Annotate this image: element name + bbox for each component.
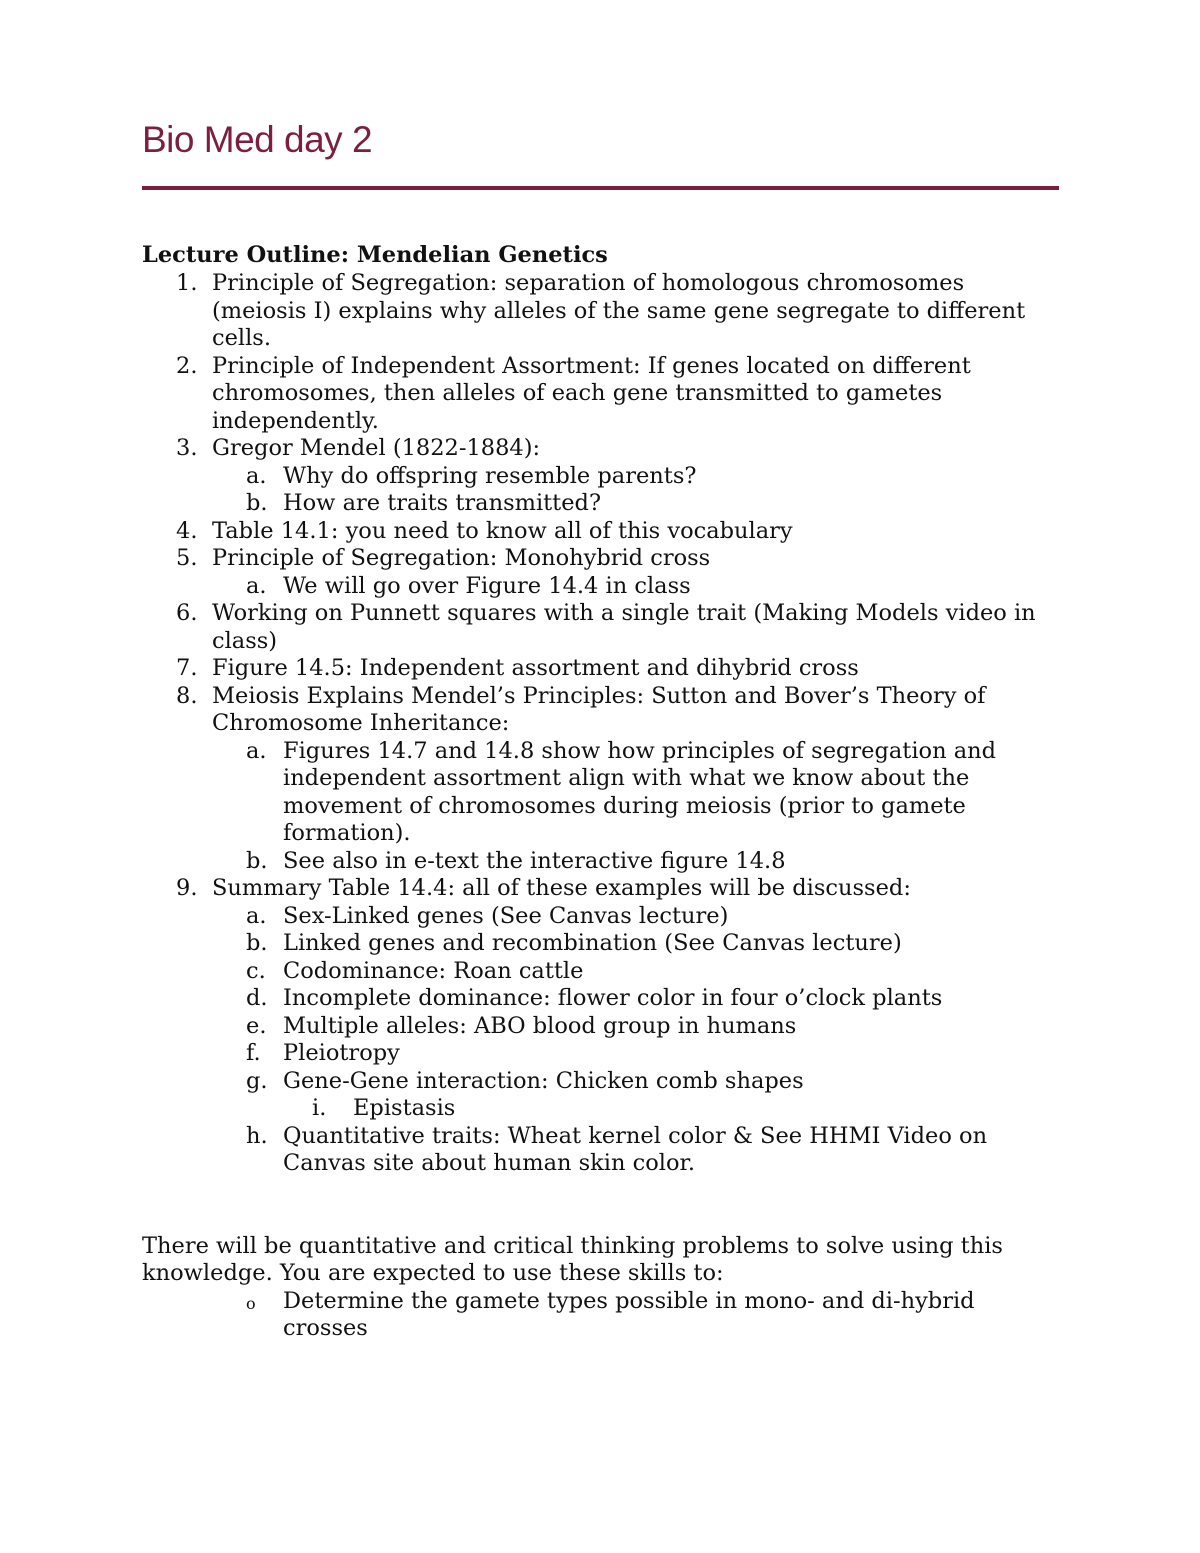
outline-item-level-1 [142,683,1062,738]
outline-item-level-2 [142,903,1062,931]
outline-item-level-1 [142,655,1062,683]
outline-item-level-2 [142,958,1062,986]
outline-heading: Lecture Outline: Mendelian Genetics [142,242,608,268]
outline-item-text: Why do offspring resemble parents? [283,462,697,489]
outline-item-marker: i. [312,1095,327,1121]
outline-item-marker: f. [246,1040,261,1066]
outline-item-text: Linked genes and recombination (See Canvas lecture) [283,930,902,956]
outline-item-level-2 [142,930,1062,958]
outline-item-text: Figure 14.5: Independent assortment and dihybrid cross [212,655,859,681]
outline-item-marker: 1. [176,270,198,296]
outline-item-level-1 [142,518,1062,546]
outline-item-level-2 [142,490,1062,518]
outline-item-level-1 [142,545,1062,573]
outline-item-level-2 [142,463,1062,491]
outline-item-marker: g. [246,1067,268,1094]
outline-item-level-1 [142,600,1062,655]
outline-item-level-1 [142,270,1062,353]
outline-item-marker: 2. [176,352,198,379]
outline-item-level-2 [142,738,1062,848]
outline-item-text: Multiple alleles: ABO blood group in humans [283,1012,797,1039]
skills-bullet-text: Determine the gamete types possible in mono- and di-hybrid crosses [283,1287,975,1341]
outline-list [142,270,1062,1178]
outline-item-text: Table 14.1: you need to know all of this vocabulary [212,517,793,544]
outline-item-marker: a. [246,462,267,489]
outline-item-text: Pleiotropy [283,1040,400,1066]
outline-item-marker: 3. [176,435,198,461]
outline-item-marker: a. [246,902,267,929]
outline-item-text: Gregor Mendel (1822-1884): [212,435,541,461]
outline-item-marker: 7. [176,655,198,681]
outline-item-text: Gene-Gene interaction: Chicken comb shapes [283,1067,804,1094]
outline-item-text: Summary Table 14.4: all of these examples will be discussed: [212,875,911,901]
outline-item-text: Meiosis Explains Mendel’s Principles: Sutton and Bover’s Theory of Chromosome Inheritance: [212,682,986,736]
outline-item-level-1 [142,875,1062,903]
circle-bullet-icon: o [246,1293,256,1313]
outline-item-text: Incomplete dominance: flower color in four o’clock plants [283,985,943,1011]
outline-item-level-3 [142,1095,1062,1123]
outline-item-level-2 [142,1068,1062,1096]
title-divider [142,186,1059,190]
document-title: Bio Med day 2 [142,119,373,160]
outline-item-text: See also in e-text the interactive figure 14.8 [283,847,786,874]
outline-item-marker: 9. [176,875,198,901]
outline-item-level-1 [142,353,1062,436]
outline-item-text: Principle of Segregation: Monohybrid cross [212,545,711,571]
outline-item-marker: a. [246,737,267,764]
outline-item-marker: 8. [176,682,198,709]
outline-item-text: Principle of Independent Assortment: If genes located on different chromosomes, then alleles of each gene transmitted to gametes independently. [212,352,971,434]
outline-item-text: Quantitative traits: Wheat kernel color & See HHMI Video on Canvas site about human skin color. [283,1122,988,1176]
skills-bullet-item [142,1288,1062,1343]
outline-item-text: How are traits transmitted? [283,490,602,516]
document-body [142,240,1062,1343]
outline-item-text: Principle of Segregation: separation of homologous chromosomes (meiosis I) explains why alleles of the same gene segregate to different cells. [212,270,1026,351]
outline-item-marker: d. [246,985,268,1011]
skills-bullet-list [142,1288,1062,1343]
outline-item-text: Working on Punnett squares with a single trait (Making Models video in class) [212,600,1036,654]
outline-item-level-2 [142,1013,1062,1041]
outline-item-marker: b. [246,930,268,956]
outline-item-text: Figures 14.7 and 14.8 show how principles of segregation and independent assortment align with what we know about the movement of chromosomes during meiosis (prior to gamete formation). [283,737,997,846]
outline-item-marker: a. [246,572,267,599]
outline-item-marker: 4. [176,517,198,544]
outline-item-text: Codominance: Roan cattle [283,957,584,984]
outline-item-level-1 [142,435,1062,463]
outline-item-marker: b. [246,490,268,516]
outline-item-marker: c. [246,957,266,984]
outline-item-level-2 [142,1123,1062,1178]
outline-item-marker: e. [246,1012,267,1039]
outline-item-marker: 5. [176,545,198,571]
outline-item-marker: b. [246,847,268,874]
closing-paragraph: There will be quantitative and critical thinking problems to solve using this knowledge. You are expected to use these skills to: [142,1232,1003,1286]
outline-item-level-2 [142,1040,1062,1068]
outline-item-marker: 6. [176,600,198,626]
outline-item-text: Epistasis [353,1095,456,1121]
outline-item-level-2 [142,985,1062,1013]
outline-item-text: We will go over Figure 14.4 in class [283,572,691,599]
outline-item-level-2 [142,573,1062,601]
outline-item-marker: h. [246,1122,268,1149]
outline-item-level-2 [142,848,1062,876]
outline-item-text: Sex-Linked genes (See Canvas lecture) [283,902,729,929]
